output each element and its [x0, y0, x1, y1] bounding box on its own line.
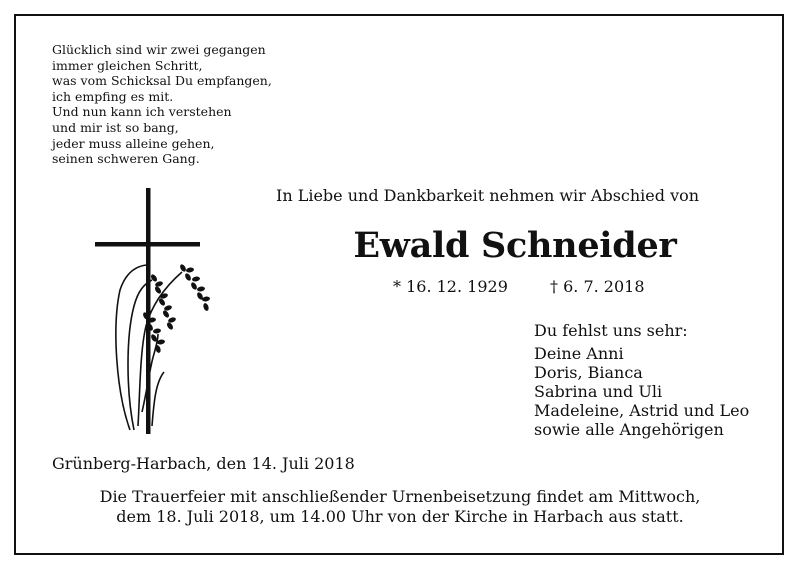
poem-line: Und nun kann ich verstehen: [52, 104, 232, 120]
poem-line: seinen schweren Gang.: [52, 151, 200, 167]
mourner-name: sowie alle Angehörigen: [534, 420, 724, 439]
ceremony-line: dem 18. Juli 2018, um 14.00 Uhr von der Kirche in Harbach aus statt.: [116, 507, 684, 526]
mourner-name: Sabrina und Uli: [534, 382, 663, 401]
cross-with-wheat-icon: [90, 186, 220, 436]
mourner-name: Doris, Bianca: [534, 363, 643, 382]
poem-line: jeder muss alleine gehen,: [52, 135, 215, 151]
birth-date: * 16. 12. 1929: [393, 277, 508, 296]
poem-line: was vom Schicksal Du empfangen,: [52, 73, 272, 89]
poem-line: und mir ist so bang,: [52, 119, 179, 135]
place-and-date: Grünberg-Harbach, den 14. Juli 2018: [52, 454, 355, 473]
poem-line: Glücklich sind wir zwei gegangen: [52, 42, 266, 57]
intro-text: In Liebe und Dankbarkeit nehmen wir Abschied von: [276, 186, 700, 205]
ceremony-line: Die Trauerfeier mit anschließender Urnenbeisetzung findet am Mittwoch,: [99, 487, 701, 506]
ceremony-notice: [0, 487, 800, 527]
mourner-name: Deine Anni: [534, 344, 624, 363]
mourners-heading: Du fehlst uns sehr:: [534, 321, 688, 340]
mourners-block: [534, 321, 749, 439]
poem: [52, 42, 272, 167]
mourner-name: Madeleine, Astrid und Leo: [534, 401, 750, 420]
poem-line: immer gleichen Schritt,: [52, 57, 203, 73]
deceased-name: Ewald Schneider: [353, 225, 677, 266]
poem-line: ich empfing es mit.: [52, 88, 174, 104]
death-date: † 6. 7. 2018: [550, 277, 645, 296]
